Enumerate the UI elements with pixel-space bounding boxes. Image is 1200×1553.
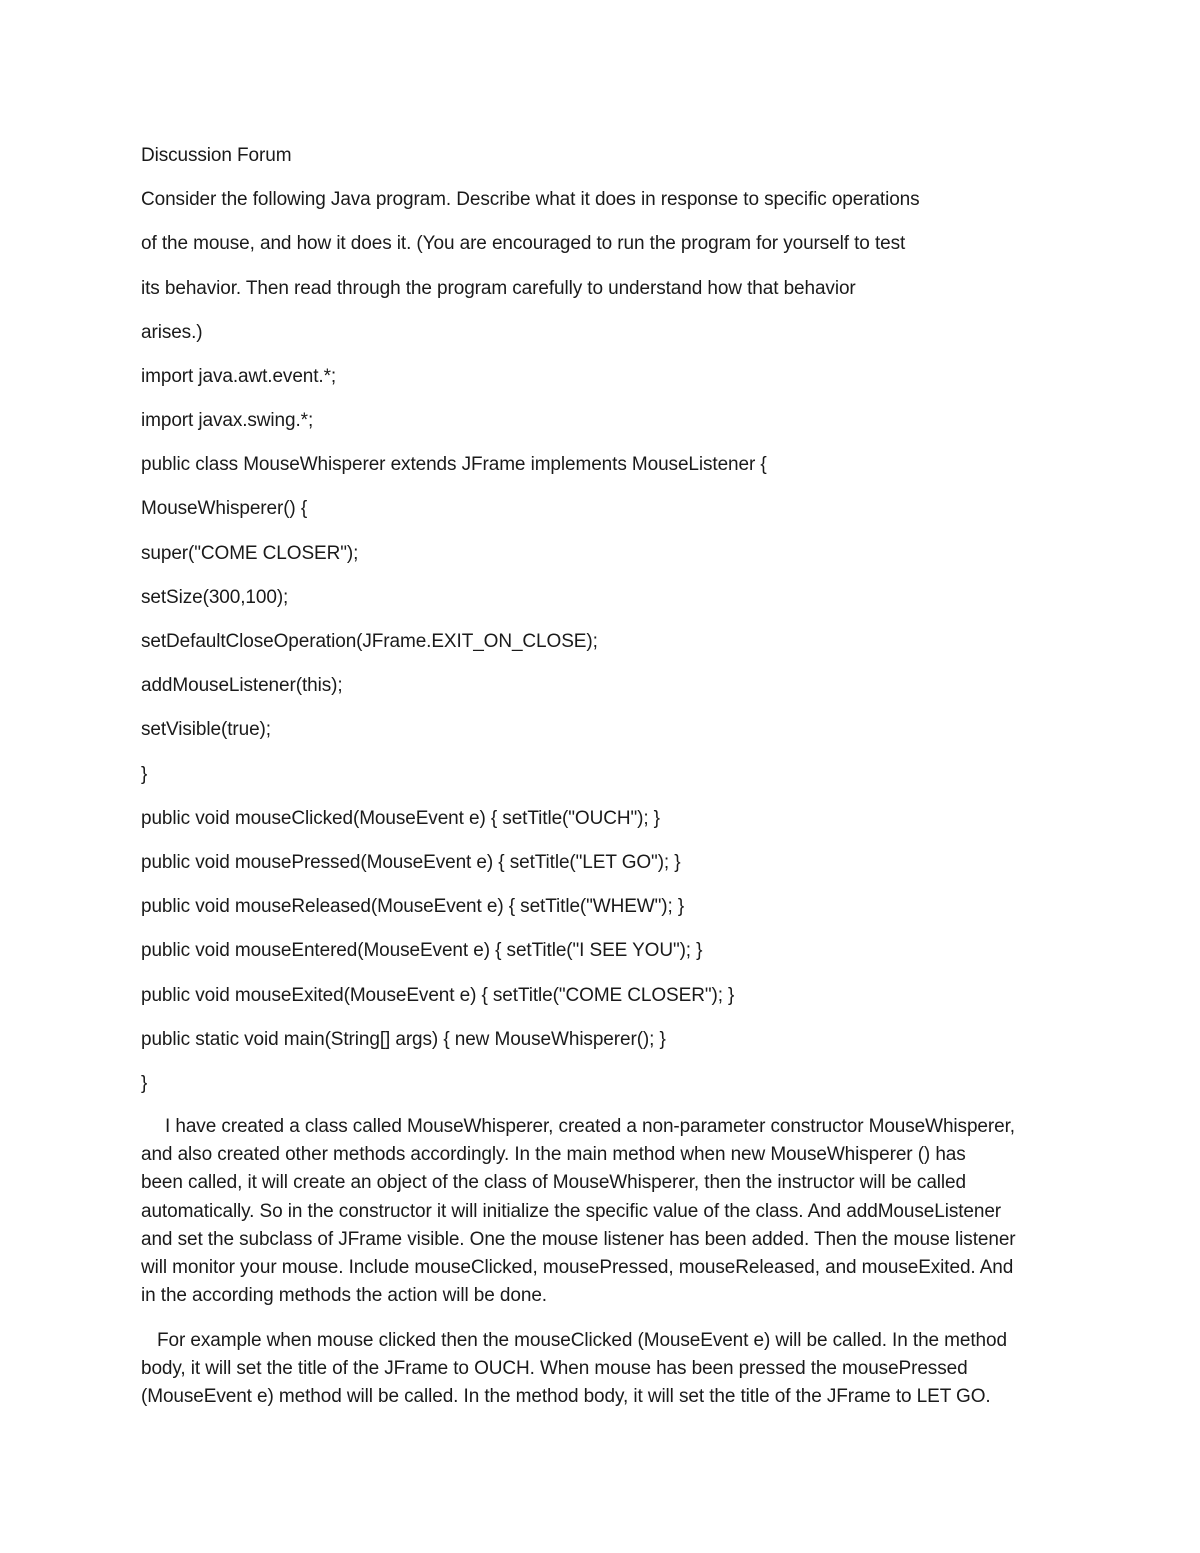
code-line: setVisible(true);	[141, 719, 271, 740]
answer-paragraph-1	[141, 1113, 1061, 1310]
code-line: }	[141, 764, 148, 785]
paragraph-line: For example when mouse clicked then the mouseClicked (MouseEvent e) will be called. In the method	[157, 1330, 1007, 1351]
document-title: Discussion Forum	[141, 145, 292, 166]
code-line: public void mouseExited(MouseEvent e) { setTitle("COME CLOSER"); }	[141, 985, 735, 1006]
code-line: import javax.swing.*;	[141, 410, 314, 431]
prompt-line: of the mouse, and how it does it. (You are encouraged to run the program for yourself to test	[141, 233, 906, 254]
paragraph-line: body, it will set the title of the JFrame to OUCH. When mouse has been pressed the mousePressed	[141, 1358, 968, 1380]
prompt-line: arises.)	[141, 322, 203, 343]
answer-paragraph-2	[141, 1327, 1061, 1412]
paragraph-line: I have created a class called MouseWhisperer, created a non-parameter constructor MouseWhisperer,	[165, 1116, 1015, 1137]
code-line: }	[141, 1073, 148, 1094]
paragraph-line: been called, it will create an object of the class of MouseWhisperer, then the instructor will be called	[141, 1172, 966, 1194]
paragraph-line: will monitor your mouse. Include mouseClicked, mousePressed, mouseReleased, and mouseExited. And	[141, 1257, 1014, 1279]
paragraph-line: (MouseEvent e) method will be called. In the method body, it will set the title of the JFrame to LET GO.	[141, 1386, 991, 1408]
paragraph-line: automatically. So in the constructor it will initialize the specific value of the class. And addMouseListener	[141, 1200, 1002, 1222]
paragraph-line: in the according methods the action will be done.	[141, 1285, 547, 1307]
code-line: public void mousePressed(MouseEvent e) { setTitle("LET GO"); }	[141, 852, 681, 873]
code-line: setSize(300,100);	[141, 587, 289, 608]
code-line: public class MouseWhisperer extends JFrame implements MouseListener {	[141, 454, 767, 475]
code-line: addMouseListener(this);	[141, 675, 343, 696]
code-line: super("COME CLOSER");	[141, 543, 359, 564]
prompt-line: Consider the following Java program. Describe what it does in response to specific operations	[141, 189, 920, 210]
code-line: public void mouseReleased(MouseEvent e) { setTitle("WHEW"); }	[141, 896, 685, 917]
code-line: setDefaultCloseOperation(JFrame.EXIT_ON_CLOSE);	[141, 631, 598, 652]
paragraph-line: and set the subclass of JFrame visible. One the mouse listener has been added. Then the mouse listener	[141, 1228, 1016, 1250]
code-line: public void mouseEntered(MouseEvent e) { setTitle("I SEE YOU"); }	[141, 940, 703, 961]
code-line: import java.awt.event.*;	[141, 366, 337, 387]
code-line: MouseWhisperer() {	[141, 498, 308, 519]
prompt-line: its behavior. Then read through the program carefully to understand how that behavior	[141, 278, 856, 299]
paragraph-line: and also created other methods accordingly. In the main method when new MouseWhisperer () has	[141, 1144, 966, 1166]
code-line: public void mouseClicked(MouseEvent e) { setTitle("OUCH"); }	[141, 808, 660, 829]
code-line: public static void main(String[] args) { new MouseWhisperer(); }	[141, 1029, 666, 1050]
